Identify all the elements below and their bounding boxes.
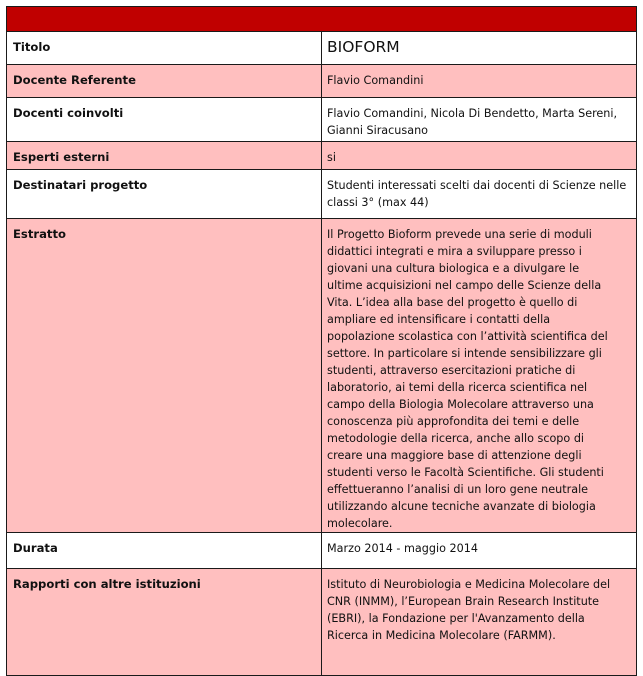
- value-docente-referente: Flavio Comandini: [322, 65, 637, 98]
- value-titolo: BIOFORM: [322, 32, 637, 65]
- table-header-band: [7, 7, 637, 32]
- value-docenti-coinvolti: Flavio Comandini, Nicola Di Bendetto, Marta Sereni, Gianni Siracusano: [322, 98, 637, 142]
- label-rapporti-istituzioni: Rapporti con altre istituzioni: [7, 569, 322, 676]
- label-estratto: Estratto: [7, 219, 322, 533]
- value-destinatari-progetto: Studenti interessati scelti dai docenti di Scienze nelle classi 3° (max 44): [322, 170, 637, 219]
- label-destinatari-progetto: Destinatari progetto: [7, 170, 322, 219]
- label-titolo: Titolo: [7, 32, 322, 65]
- value-durata: Marzo 2014 - maggio 2014: [322, 533, 637, 569]
- label-durata: Durata: [7, 533, 322, 569]
- row-esperti-esterni: [7, 142, 637, 170]
- project-sheet-table: [6, 6, 637, 676]
- row-docenti-coinvolti: [7, 98, 637, 142]
- label-esperti-esterni: Esperti esterni: [7, 142, 322, 170]
- value-estratto: Il Progetto Bioform prevede una serie di moduli didattici integrati e mira a sviluppare presso i giovani una cultura biologica e a divulgare le ultime acquisizioni nel campo delle Scienze della Vita. L’idea alla base del progetto è quello di ampliare ed intensificare i contatti della popolazione scolastica con l’attività scientifica del settore. In particolare si intende sensibilizzare gli studenti, attraverso esercitazioni pratiche di laboratorio, ai temi della ricerca scientifica nel campo della Biologia Molecolare attraverso una conoscenza più approfondita dei temi e delle metodologie della ricerca, anche allo scopo di creare una maggiore base di attenzione degli studenti verso le Facoltà Scientifiche. Gli studenti effettueranno l’analisi di un loro gene neutrale utilizzando alcune tecniche avanzate di biologia molecolare.: [322, 219, 637, 533]
- label-docente-referente: Docente Referente: [7, 65, 322, 98]
- row-durata: [7, 533, 637, 569]
- row-destinatari-progetto: [7, 170, 637, 219]
- value-rapporti-istituzioni: Istituto di Neurobiologia e Medicina Molecolare del CNR (INMM), l’European Brain Research Institute (EBRI), la Fondazione per l'Avanzamento della Ricerca in Medicina Molecolare (FARMM).: [322, 569, 637, 676]
- row-estratto: [7, 219, 637, 533]
- row-rapporti-istituzioni: [7, 569, 637, 676]
- row-titolo: [7, 32, 637, 65]
- value-esperti-esterni: si: [322, 142, 637, 170]
- header-cell: [7, 7, 637, 32]
- label-docenti-coinvolti: Docenti coinvolti: [7, 98, 322, 142]
- row-docente-referente: [7, 65, 637, 98]
